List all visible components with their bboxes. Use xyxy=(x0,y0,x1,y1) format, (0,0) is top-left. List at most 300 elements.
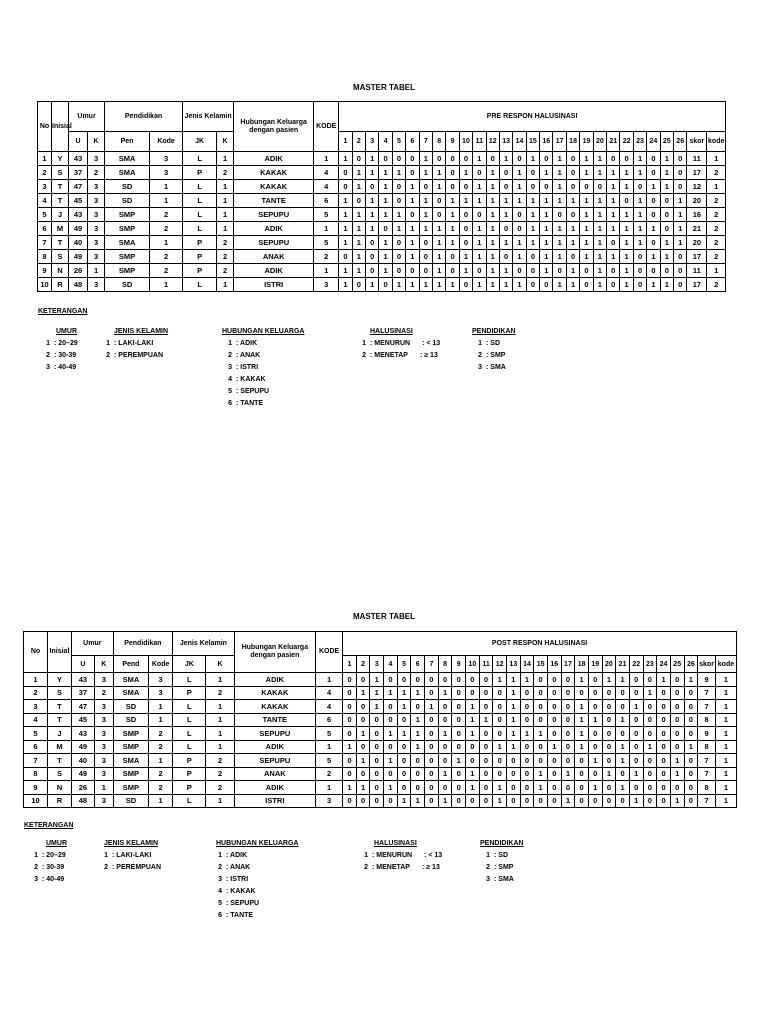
row-jenis-kelamin-kode: 1 xyxy=(206,673,234,687)
row-pendidikan: SMP xyxy=(105,208,150,222)
row-item-score: 0 xyxy=(392,180,405,194)
row-item-score: 0 xyxy=(684,713,698,727)
legend-item-text: : ANAK xyxy=(236,352,261,359)
row-item-score: 0 xyxy=(513,152,526,166)
row-umur-kode: 3 xyxy=(94,727,113,741)
row-item-score: 0 xyxy=(499,250,512,264)
row-pendidikan: SD xyxy=(105,180,150,194)
row-item-score: 1 xyxy=(411,727,425,741)
row-item-score: 1 xyxy=(540,250,553,264)
row-item-score: 1 xyxy=(411,686,425,700)
item-number-header: 8 xyxy=(438,656,452,673)
row-umur: 47 xyxy=(71,700,94,714)
row-item-score: 1 xyxy=(486,208,499,222)
skor-header: skor xyxy=(698,656,716,673)
row-item-score: 0 xyxy=(379,222,392,236)
row-item-score: 1 xyxy=(366,152,379,166)
row-item-score: 1 xyxy=(356,727,370,741)
row-jenis-kelamin: P xyxy=(173,686,206,700)
row-item-score: 0 xyxy=(479,740,493,754)
legend-item xyxy=(356,338,440,350)
row-item-score: 0 xyxy=(602,794,616,808)
legend-item-text: : ADIK xyxy=(226,852,248,859)
row-item-score: 0 xyxy=(526,250,539,264)
row-skor-kode: 1 xyxy=(715,740,736,754)
row-no: 4 xyxy=(38,194,52,208)
table-row xyxy=(24,781,737,795)
row-item-score: 0 xyxy=(466,740,480,754)
legend-item-number: 1 xyxy=(478,340,482,347)
row-item-score: 0 xyxy=(446,180,459,194)
row-jenis-kelamin: P xyxy=(183,250,217,264)
row-pendidikan-kode: 3 xyxy=(149,673,173,687)
row-item-score: 1 xyxy=(657,673,671,687)
row-umur: 49 xyxy=(69,250,88,264)
item-number-header: 22 xyxy=(620,132,633,152)
row-item-score: 0 xyxy=(397,767,411,781)
row-hubungan-kode: 2 xyxy=(316,767,343,781)
row-pendidikan-kode: 1 xyxy=(150,236,183,250)
row-item-score: 0 xyxy=(411,754,425,768)
row-item-score: 0 xyxy=(493,727,507,741)
row-item-score: 1 xyxy=(580,222,593,236)
pend-kode-header: Kode xyxy=(149,656,173,673)
item-number-header: 11 xyxy=(473,132,486,152)
jenis-kelamin-legend-heading: JENIS KELAMIN xyxy=(114,328,169,335)
row-item-score: 1 xyxy=(459,264,472,278)
row-item-score: 1 xyxy=(493,794,507,808)
row-item-score: 1 xyxy=(513,278,526,292)
row-item-score: 0 xyxy=(520,686,534,700)
row-item-score: 1 xyxy=(339,194,352,208)
row-skor-kode: 2 xyxy=(707,250,726,264)
item-number-header: 12 xyxy=(493,656,507,673)
row-item-score: 0 xyxy=(684,686,698,700)
row-pendidikan-kode: 1 xyxy=(150,180,183,194)
row-item-score: 0 xyxy=(526,180,539,194)
row-item-score: 1 xyxy=(575,700,589,714)
row-umur: 45 xyxy=(69,194,88,208)
row-skor: 17 xyxy=(687,278,707,292)
row-jenis-kelamin: P xyxy=(173,754,206,768)
row-item-score: 0 xyxy=(438,781,452,795)
row-item-score: 0 xyxy=(602,740,616,754)
row-pendidikan-kode: 1 xyxy=(149,713,173,727)
row-item-score: 1 xyxy=(540,222,553,236)
row-item-score: 1 xyxy=(660,236,673,250)
row-item-score: 0 xyxy=(370,767,384,781)
row-no: 6 xyxy=(38,222,52,236)
row-item-score: 0 xyxy=(466,754,480,768)
row-item-score: 1 xyxy=(520,727,534,741)
row-item-score: 0 xyxy=(580,180,593,194)
row-item-score: 0 xyxy=(499,180,512,194)
row-jenis-kelamin: P xyxy=(173,767,206,781)
row-item-score: 0 xyxy=(643,767,657,781)
row-item-score: 1 xyxy=(356,781,370,795)
row-item-score: 0 xyxy=(343,686,357,700)
row-item-score: 0 xyxy=(343,794,357,808)
row-item-score: 0 xyxy=(643,754,657,768)
legend-item-text: : PEREMPUAN xyxy=(114,352,164,359)
row-item-score: 1 xyxy=(588,781,602,795)
row-hubungan-kode: 6 xyxy=(314,194,339,208)
row-item-score: 0 xyxy=(406,152,419,166)
row-hubungan-kode: 1 xyxy=(314,222,339,236)
row-item-score: 1 xyxy=(553,166,566,180)
row-item-score: 0 xyxy=(647,236,660,250)
row-item-score: 1 xyxy=(534,727,548,741)
row-item-score: 0 xyxy=(479,781,493,795)
row-hubungan-kode: 1 xyxy=(316,673,343,687)
row-item-score: 1 xyxy=(473,250,486,264)
table-row xyxy=(38,222,726,236)
row-item-score: 0 xyxy=(425,673,439,687)
row-inisial: T xyxy=(47,700,71,714)
row-pendidikan: SMP xyxy=(113,781,148,795)
row-item-score: 1 xyxy=(526,222,539,236)
legend-item-text: : 40-49 xyxy=(54,364,77,371)
row-item-score: 1 xyxy=(459,166,472,180)
row-hubungan-kode: 2 xyxy=(314,250,339,264)
row-umur-kode: 3 xyxy=(88,222,105,236)
row-skor-kode: 1 xyxy=(715,754,736,768)
row-pendidikan-kode: 2 xyxy=(149,740,173,754)
item-number-header: 21 xyxy=(607,132,620,152)
row-item-score: 0 xyxy=(425,794,439,808)
row-item-score: 0 xyxy=(459,208,472,222)
row-jenis-kelamin: L xyxy=(183,152,217,166)
jk-header: JK xyxy=(183,132,217,152)
legend-item xyxy=(222,362,304,374)
row-item-score: 0 xyxy=(520,781,534,795)
row-item-score: 0 xyxy=(602,686,616,700)
umur-legend xyxy=(40,328,78,374)
row-pendidikan: SMA xyxy=(113,686,148,700)
row-jenis-kelamin: L xyxy=(173,794,206,808)
row-item-score: 1 xyxy=(473,152,486,166)
row-item-score: 1 xyxy=(379,180,392,194)
legend-item-number: 3 xyxy=(478,364,482,371)
row-item-score: 0 xyxy=(526,264,539,278)
row-umur: 47 xyxy=(69,180,88,194)
row-hubungan: TANTE xyxy=(234,713,315,727)
row-item-score: 0 xyxy=(657,767,671,781)
row-item-score: 0 xyxy=(493,700,507,714)
row-item-score: 1 xyxy=(526,152,539,166)
row-item-score: 0 xyxy=(384,767,398,781)
row-hubungan-kode: 1 xyxy=(314,264,339,278)
row-item-score: 0 xyxy=(520,754,534,768)
jenis-kelamin-header: Jenis Kelamin xyxy=(183,102,234,132)
row-item-score: 1 xyxy=(684,673,698,687)
row-umur-kode: 3 xyxy=(88,180,105,194)
row-item-score: 0 xyxy=(633,278,646,292)
row-item-score: 0 xyxy=(397,781,411,795)
row-item-score: 1 xyxy=(593,278,606,292)
row-inisial: T xyxy=(52,194,69,208)
row-item-score: 1 xyxy=(629,767,643,781)
row-item-score: 0 xyxy=(343,700,357,714)
row-item-score: 0 xyxy=(647,152,660,166)
legend-item xyxy=(212,898,298,910)
row-item-score: 0 xyxy=(425,767,439,781)
row-item-score: 0 xyxy=(406,264,419,278)
row-item-score: 1 xyxy=(446,208,459,222)
row-item-score: 1 xyxy=(660,180,673,194)
row-item-score: 0 xyxy=(366,236,379,250)
legend-item-number: 1 xyxy=(362,340,366,347)
respon-halusinasi-header: POST RESPON HALUSINASI xyxy=(343,632,737,656)
row-umur-kode: 3 xyxy=(94,794,113,808)
row-item-score: 0 xyxy=(392,152,405,166)
table-row xyxy=(38,180,726,194)
row-item-score: 0 xyxy=(643,713,657,727)
row-item-score: 0 xyxy=(588,700,602,714)
row-item-score: 0 xyxy=(507,794,521,808)
row-item-score: 0 xyxy=(419,250,432,264)
legend-item-number: 3 xyxy=(46,364,50,371)
legend-item xyxy=(358,850,442,862)
row-item-score: 1 xyxy=(633,208,646,222)
row-item-score: 0 xyxy=(493,754,507,768)
row-umur-kode: 2 xyxy=(88,166,105,180)
row-umur: 40 xyxy=(71,754,94,768)
row-item-score: 0 xyxy=(534,686,548,700)
item-number-header: 14 xyxy=(513,132,526,152)
row-item-score: 0 xyxy=(629,673,643,687)
row-item-score: 0 xyxy=(406,166,419,180)
row-item-score: 1 xyxy=(593,236,606,250)
row-item-score: 0 xyxy=(633,264,646,278)
row-item-score: 0 xyxy=(643,794,657,808)
row-pendidikan: SMP xyxy=(105,222,150,236)
legend-item xyxy=(222,338,304,350)
row-inisial: S xyxy=(52,166,69,180)
row-item-score: 0 xyxy=(479,727,493,741)
row-umur: 43 xyxy=(69,152,88,166)
legend-item-number: 3 xyxy=(228,364,232,371)
row-pendidikan: SD xyxy=(113,794,148,808)
row-pendidikan-kode: 2 xyxy=(150,208,183,222)
row-hubungan: ANAK xyxy=(234,250,314,264)
row-skor: 17 xyxy=(687,250,707,264)
row-item-score: 0 xyxy=(452,740,466,754)
item-number-header: 5 xyxy=(397,656,411,673)
legend-item-text: : ISTRI xyxy=(236,364,259,371)
row-item-score: 0 xyxy=(553,208,566,222)
row-jenis-kelamin: L xyxy=(183,194,217,208)
row-item-score: 1 xyxy=(580,194,593,208)
row-item-score: 1 xyxy=(616,713,630,727)
row-item-score: 0 xyxy=(343,713,357,727)
row-item-score: 0 xyxy=(513,222,526,236)
row-no: 3 xyxy=(38,180,52,194)
legend-item-number: 2 xyxy=(364,864,368,871)
row-item-score: 1 xyxy=(593,194,606,208)
legend-item-number: 2 xyxy=(362,352,366,359)
row-item-score: 1 xyxy=(432,166,445,180)
row-skor-kode: 1 xyxy=(715,767,736,781)
row-item-score: 1 xyxy=(397,794,411,808)
row-item-score: 1 xyxy=(343,740,357,754)
row-item-score: 1 xyxy=(620,278,633,292)
row-pendidikan-kode: 2 xyxy=(149,727,173,741)
row-umur: 37 xyxy=(69,166,88,180)
row-item-score: 0 xyxy=(684,767,698,781)
row-item-score: 0 xyxy=(684,727,698,741)
table-row xyxy=(24,794,737,808)
row-no: 3 xyxy=(24,700,48,714)
row-item-score: 0 xyxy=(411,781,425,795)
row-jenis-kelamin: L xyxy=(173,740,206,754)
keterangan-title: KETERANGAN xyxy=(38,308,88,315)
row-item-score: 1 xyxy=(479,713,493,727)
row-item-score: 1 xyxy=(620,264,633,278)
row-item-score: 0 xyxy=(629,754,643,768)
row-item-score: 1 xyxy=(486,278,499,292)
row-item-score: 1 xyxy=(425,700,439,714)
legend-item xyxy=(222,350,304,362)
row-item-score: 0 xyxy=(561,673,575,687)
legend-item-text: : LAKI-LAKI xyxy=(112,852,152,859)
row-item-score: 0 xyxy=(660,222,673,236)
row-no: 6 xyxy=(24,740,48,754)
row-item-score: 1 xyxy=(339,278,352,292)
pendidikan-header: Pendidikan xyxy=(113,632,172,656)
legend-item-number: 2 xyxy=(228,352,232,359)
row-item-score: 1 xyxy=(607,180,620,194)
row-item-score: 1 xyxy=(633,222,646,236)
legend-item xyxy=(222,386,304,398)
row-item-score: 1 xyxy=(674,222,687,236)
row-skor-kode: 2 xyxy=(707,222,726,236)
row-pendidikan: SMA xyxy=(105,166,150,180)
row-item-score: 0 xyxy=(366,250,379,264)
table-row xyxy=(24,686,737,700)
row-umur: 26 xyxy=(69,264,88,278)
legend-item xyxy=(212,910,298,922)
row-item-score: 1 xyxy=(561,767,575,781)
row-item-score: 0 xyxy=(633,180,646,194)
row-item-score: 0 xyxy=(452,767,466,781)
row-skor: 21 xyxy=(687,222,707,236)
row-item-score: 0 xyxy=(406,208,419,222)
row-item-score: 1 xyxy=(674,236,687,250)
row-skor-kode: 2 xyxy=(707,194,726,208)
row-item-score: 0 xyxy=(575,754,589,768)
row-item-score: 1 xyxy=(580,236,593,250)
item-number-header: 2 xyxy=(352,132,365,152)
legend-item-text: : MENETAP xyxy=(370,352,408,359)
row-item-score: 1 xyxy=(620,236,633,250)
legend-item xyxy=(212,886,298,898)
row-item-score: 0 xyxy=(607,152,620,166)
row-item-score: 1 xyxy=(507,700,521,714)
row-item-score: 1 xyxy=(473,222,486,236)
row-item-score: 0 xyxy=(479,754,493,768)
pendidikan-legend-heading: PENDIDIKAN xyxy=(472,328,516,335)
row-item-score: 0 xyxy=(479,686,493,700)
row-item-score: 1 xyxy=(670,767,684,781)
row-item-score: 1 xyxy=(593,152,606,166)
item-number-header: 26 xyxy=(684,656,698,673)
row-item-score: 1 xyxy=(486,194,499,208)
row-inisial: S xyxy=(47,767,71,781)
row-item-score: 1 xyxy=(446,278,459,292)
row-item-score: 0 xyxy=(566,250,579,264)
row-item-score: 0 xyxy=(534,754,548,768)
jenis-kelamin-header: Jenis Kelamin xyxy=(173,632,235,656)
row-item-score: 0 xyxy=(566,166,579,180)
row-item-score: 0 xyxy=(479,794,493,808)
legend-item-number: 1 xyxy=(218,852,222,859)
row-item-score: 1 xyxy=(366,208,379,222)
hubungan-keluarga-legend xyxy=(222,328,304,410)
legend-item-text: : ISTRI xyxy=(226,876,249,883)
row-skor-kode: 1 xyxy=(715,673,736,687)
row-item-score: 0 xyxy=(343,727,357,741)
row-skor: 7 xyxy=(698,754,716,768)
row-item-score: 0 xyxy=(411,673,425,687)
row-item-score: 0 xyxy=(629,713,643,727)
row-pendidikan-kode: 1 xyxy=(149,754,173,768)
item-number-header: 22 xyxy=(629,656,643,673)
row-item-score: 0 xyxy=(602,727,616,741)
row-item-score: 1 xyxy=(526,208,539,222)
row-hubungan-kode: 4 xyxy=(314,180,339,194)
row-item-score: 0 xyxy=(459,236,472,250)
item-number-header: 5 xyxy=(392,132,405,152)
umur-header: Umur xyxy=(71,632,113,656)
item-number-header: 4 xyxy=(384,656,398,673)
row-item-score: 1 xyxy=(406,222,419,236)
legend-item-text: : 30-39 xyxy=(54,352,77,359)
row-umur: 49 xyxy=(69,222,88,236)
row-item-score: 1 xyxy=(406,250,419,264)
row-item-score: 0 xyxy=(479,673,493,687)
row-item-score: 0 xyxy=(660,208,673,222)
row-item-score: 1 xyxy=(352,264,365,278)
row-item-score: 0 xyxy=(588,794,602,808)
jk-kode-header: K xyxy=(206,656,234,673)
row-item-score: 1 xyxy=(561,794,575,808)
row-jenis-kelamin: P xyxy=(173,781,206,795)
row-item-score: 0 xyxy=(446,152,459,166)
row-item-score: 0 xyxy=(561,713,575,727)
row-item-score: 0 xyxy=(575,781,589,795)
legend-item-number: 4 xyxy=(228,376,232,383)
row-item-score: 1 xyxy=(553,250,566,264)
row-jenis-kelamin-kode: 2 xyxy=(206,781,234,795)
item-number-header: 1 xyxy=(339,132,352,152)
legend-item-number: 3 xyxy=(34,876,38,883)
row-item-score: 0 xyxy=(575,767,589,781)
row-item-score: 0 xyxy=(370,754,384,768)
row-item-score: 1 xyxy=(339,222,352,236)
item-number-header: 19 xyxy=(588,656,602,673)
jenis-kelamin-legend-heading: JENIS KELAMIN xyxy=(104,840,159,847)
row-item-score: 0 xyxy=(588,673,602,687)
row-jenis-kelamin: P xyxy=(183,166,217,180)
legend-item-number: 2 xyxy=(34,864,38,871)
legend-item-text: : KAKAK xyxy=(226,888,256,895)
row-inisial: J xyxy=(52,208,69,222)
row-item-score: 1 xyxy=(629,794,643,808)
row-item-score: 0 xyxy=(499,166,512,180)
row-hubungan-kode: 6 xyxy=(316,713,343,727)
pendidikan-legend xyxy=(480,840,524,886)
